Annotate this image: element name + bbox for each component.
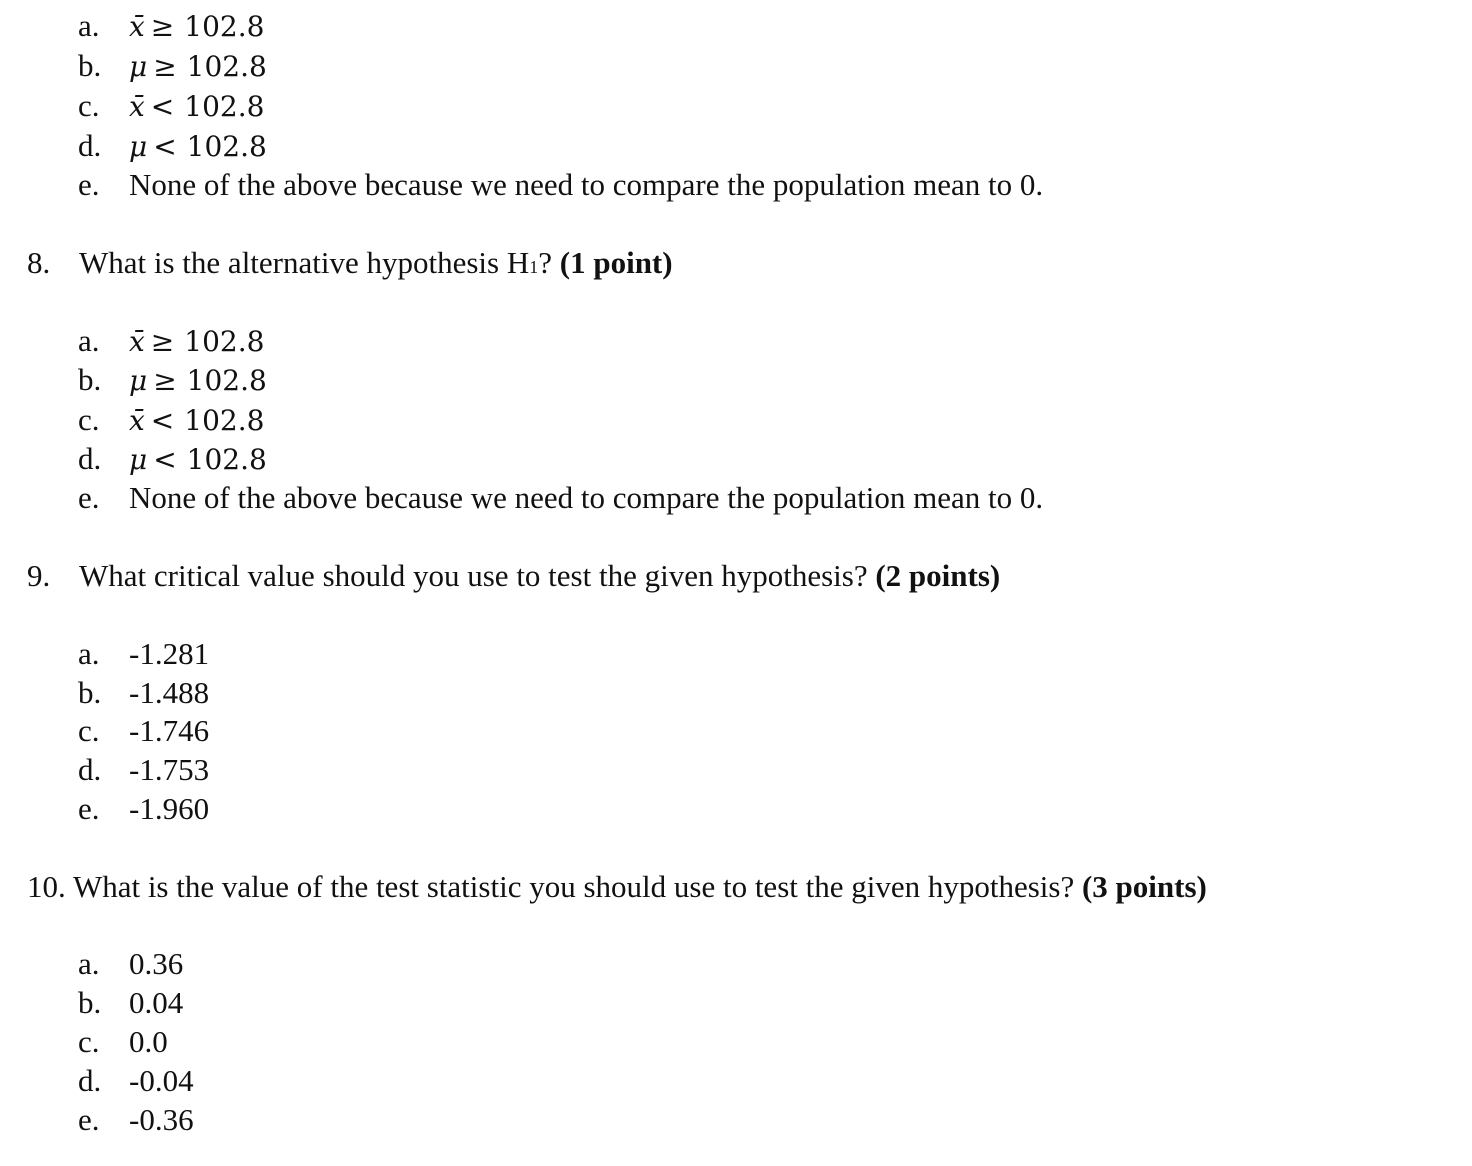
question-text: What is the value of the test statistic you should use to test the given hypothesis? bbox=[65, 869, 1082, 904]
option-letter: b. bbox=[78, 985, 102, 1020]
option-c bbox=[78, 402, 264, 439]
option-c bbox=[78, 88, 264, 125]
question-9 bbox=[27, 557, 1000, 595]
option-letter: a. bbox=[78, 323, 100, 358]
question-number: 9. bbox=[27, 558, 51, 593]
question-number: 10. bbox=[27, 869, 66, 904]
question-text: What is the alternative hypothesis H bbox=[79, 245, 530, 280]
option-letter: e. bbox=[78, 480, 100, 515]
option-e bbox=[78, 1102, 194, 1138]
option-c bbox=[78, 1024, 168, 1060]
option-letter: d. bbox=[78, 128, 102, 163]
option-b bbox=[78, 48, 267, 85]
option-letter: d. bbox=[78, 441, 102, 476]
points-label: (3 points) bbox=[1081, 869, 1207, 904]
points-label: (1 point) bbox=[559, 245, 673, 280]
option-letter: d. bbox=[78, 1063, 102, 1098]
option-letter: b. bbox=[78, 362, 102, 397]
option-text: -0.36 bbox=[129, 1102, 194, 1137]
option-letter: a. bbox=[78, 8, 100, 43]
option-letter: c. bbox=[78, 88, 100, 123]
option-d bbox=[78, 752, 209, 788]
question-8: 8. What is the alternative hypothesis H1? (1 point) bbox=[27, 245, 673, 280]
option-text: -1.281 bbox=[129, 636, 210, 671]
option-letter: b. bbox=[78, 675, 102, 710]
question-text: What critical value should you use to test the given hypothesis? bbox=[79, 558, 876, 593]
option-e bbox=[78, 791, 209, 827]
option-text: -1.960 bbox=[129, 791, 210, 826]
option-text: -0.04 bbox=[129, 1063, 194, 1098]
option-text: -1.753 bbox=[129, 752, 210, 787]
option-a bbox=[78, 636, 209, 672]
option-text: None of the above because we need to compare the population mean to 0. bbox=[129, 480, 1044, 515]
option-a bbox=[78, 946, 183, 982]
option-letter: a. bbox=[78, 636, 100, 671]
option-letter: e. bbox=[78, 167, 100, 202]
option-math: x̄ < 102.8 bbox=[129, 90, 265, 123]
option-b bbox=[78, 675, 209, 711]
option-e bbox=[78, 480, 1043, 516]
option-letter: c. bbox=[78, 1024, 100, 1059]
option-b bbox=[78, 362, 267, 399]
option-letter: c. bbox=[78, 713, 100, 748]
option-text: -1.746 bbox=[129, 713, 210, 748]
option-b bbox=[78, 985, 183, 1021]
option-math: μ < 102.8 bbox=[129, 443, 267, 476]
option-text: 0.0 bbox=[129, 1024, 168, 1059]
option-d bbox=[78, 128, 267, 165]
option-d bbox=[78, 441, 267, 478]
option-math: μ ≥ 102.8 bbox=[129, 364, 267, 397]
question-10 bbox=[27, 868, 1207, 906]
option-text: 0.04 bbox=[129, 985, 184, 1020]
option-letter: b. bbox=[78, 48, 102, 83]
option-math: μ ≥ 102.8 bbox=[129, 50, 267, 83]
option-math: x̄ ≥ 102.8 bbox=[129, 325, 265, 358]
subscript: 1 bbox=[529, 257, 539, 277]
option-d bbox=[78, 1063, 194, 1099]
option-math: x̄ ≥ 102.8 bbox=[129, 10, 265, 43]
option-letter: e. bbox=[78, 1102, 100, 1137]
option-a bbox=[78, 8, 264, 45]
question-number: 8. bbox=[27, 245, 51, 280]
option-text: -1.488 bbox=[129, 675, 210, 710]
option-a bbox=[78, 323, 264, 360]
option-letter: c. bbox=[78, 402, 100, 437]
option-math: μ < 102.8 bbox=[129, 130, 267, 163]
option-letter: e. bbox=[78, 791, 100, 826]
option-math: x̄ < 102.8 bbox=[129, 404, 265, 437]
option-e bbox=[78, 167, 1043, 203]
option-letter: d. bbox=[78, 752, 102, 787]
option-text: 0.36 bbox=[129, 946, 184, 981]
option-text: None of the above because we need to compare the population mean to 0. bbox=[129, 167, 1044, 202]
points-label: (2 points) bbox=[875, 558, 1001, 593]
option-letter: a. bbox=[78, 946, 100, 981]
option-c bbox=[78, 713, 209, 749]
